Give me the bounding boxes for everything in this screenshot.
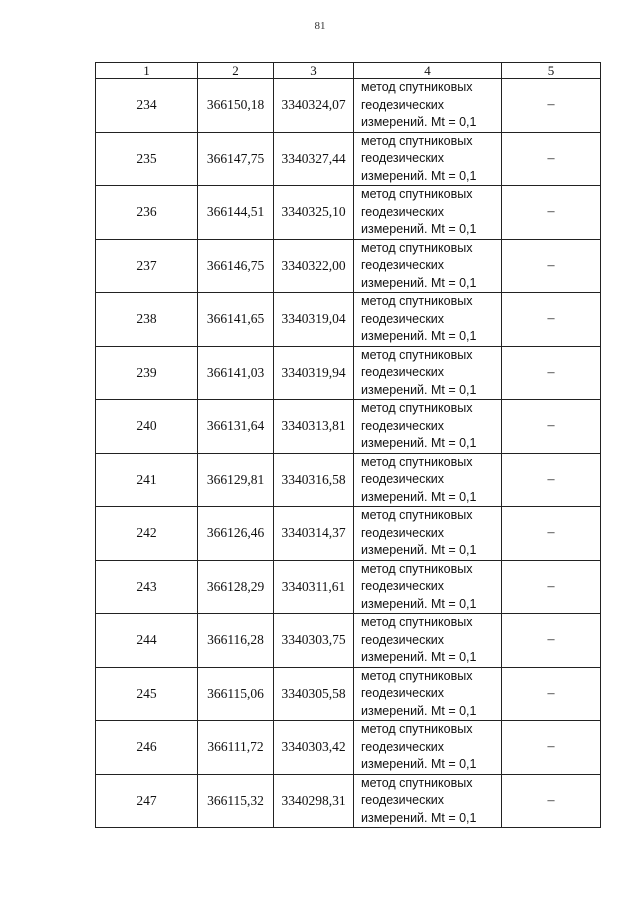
- y-coordinate-cell: 3340316,58: [274, 453, 354, 507]
- method-line: геодезических: [361, 472, 445, 486]
- method-cell: [354, 614, 502, 668]
- method-line: геодезических: [361, 579, 445, 593]
- note-cell: –: [502, 774, 601, 828]
- y-coordinate-cell: 3340319,04: [274, 293, 354, 347]
- method-line: метод спутниковых: [361, 187, 473, 201]
- note-cell: –: [502, 453, 601, 507]
- method-line: метод спутниковых: [361, 454, 473, 469]
- table-row: [96, 667, 601, 721]
- header-col-4: 4: [354, 63, 502, 79]
- method-cell: [354, 721, 502, 775]
- note-cell: –: [502, 560, 601, 614]
- method-line: метод спутниковых: [361, 133, 473, 148]
- note-cell: –: [502, 293, 601, 347]
- table-row: [96, 614, 601, 668]
- table-row: [96, 507, 601, 561]
- x-coordinate-cell: 366146,75: [198, 239, 274, 293]
- method-line: метод спутниковых: [361, 401, 473, 415]
- table-row: [96, 79, 601, 133]
- method-cell: [354, 293, 502, 347]
- x-coordinate-cell: 366141,65: [198, 293, 274, 347]
- point-number-cell: 242: [96, 507, 198, 561]
- y-coordinate-cell: 3340325,10: [274, 186, 354, 240]
- table-body: [96, 79, 601, 828]
- method-line: измерений. Mt = 0,1: [361, 596, 477, 611]
- x-coordinate-cell: 366131,64: [198, 400, 274, 454]
- point-number-cell: 241: [96, 453, 198, 507]
- note-cell: –: [502, 239, 601, 293]
- point-number-cell: 245: [96, 667, 198, 721]
- x-coordinate-cell: 366141,03: [198, 346, 274, 400]
- method-cell: [354, 132, 502, 186]
- x-coordinate-cell: 366129,81: [198, 453, 274, 507]
- point-number-cell: 238: [96, 293, 198, 347]
- method-line: геодезических: [361, 632, 445, 647]
- table-row: [96, 186, 601, 240]
- method-cell: [354, 667, 502, 721]
- y-coordinate-cell: 3340305,58: [274, 667, 354, 721]
- method-line: измерений. Mt = 0,1: [361, 275, 477, 290]
- y-coordinate-cell: 3340327,44: [274, 132, 354, 186]
- y-coordinate-cell: 3340298,31: [274, 774, 354, 828]
- note-cell: –: [502, 400, 601, 454]
- method-line: измерений. Mt = 0,1: [361, 703, 477, 718]
- point-number-cell: 240: [96, 400, 198, 454]
- method-line: геодезических: [361, 365, 445, 379]
- method-line: метод спутниковых: [361, 668, 473, 683]
- table-row: [96, 560, 601, 614]
- note-cell: –: [502, 346, 601, 400]
- method-line: геодезических: [361, 151, 445, 165]
- method-cell: [354, 400, 502, 454]
- point-number-cell: 244: [96, 614, 198, 668]
- method-line: геодезических: [361, 311, 445, 326]
- table-row: [96, 721, 601, 775]
- method-line: метод спутниковых: [361, 347, 473, 362]
- x-coordinate-cell: 366150,18: [198, 79, 274, 133]
- note-cell: –: [502, 614, 601, 668]
- method-line: измерений. Mt = 0,1: [361, 650, 477, 664]
- method-cell: [354, 507, 502, 561]
- x-coordinate-cell: 366147,75: [198, 132, 274, 186]
- point-number-cell: 246: [96, 721, 198, 775]
- x-coordinate-cell: 366116,28: [198, 614, 274, 668]
- point-number-cell: 236: [96, 186, 198, 240]
- header-row: [96, 63, 601, 79]
- method-cell: [354, 186, 502, 240]
- method-line: измерений. Mt = 0,1: [361, 222, 477, 236]
- method-cell: [354, 560, 502, 614]
- coordinates-table: [95, 62, 601, 828]
- point-number-cell: 243: [96, 560, 198, 614]
- method-cell: [354, 239, 502, 293]
- method-line: метод спутниковых: [361, 294, 473, 308]
- x-coordinate-cell: 366115,06: [198, 667, 274, 721]
- method-cell: [354, 79, 502, 133]
- header-col-1: 1: [96, 63, 198, 79]
- y-coordinate-cell: 3340303,42: [274, 721, 354, 775]
- method-cell: [354, 453, 502, 507]
- method-line: измерений. Mt = 0,1: [361, 436, 477, 450]
- point-number-cell: 235: [96, 132, 198, 186]
- method-line: геодезических: [361, 739, 445, 754]
- note-cell: –: [502, 667, 601, 721]
- note-cell: –: [502, 507, 601, 561]
- y-coordinate-cell: 3340324,07: [274, 79, 354, 133]
- method-line: метод спутниковых: [361, 508, 473, 522]
- table-row: [96, 400, 601, 454]
- method-line: измерений. Mt = 0,1: [361, 115, 477, 129]
- method-line: измерений. Mt = 0,1: [361, 757, 477, 771]
- point-number-cell: 239: [96, 346, 198, 400]
- method-line: измерений. Mt = 0,1: [361, 810, 477, 825]
- method-line: геодезических: [361, 793, 445, 807]
- note-cell: –: [502, 132, 601, 186]
- table-row: [96, 293, 601, 347]
- table-row: [96, 453, 601, 507]
- table-row: [96, 346, 601, 400]
- table-row: [96, 132, 601, 186]
- note-cell: –: [502, 186, 601, 240]
- y-coordinate-cell: 3340311,61: [274, 560, 354, 614]
- method-line: измерений. Mt = 0,1: [361, 489, 477, 504]
- method-line: метод спутниковых: [361, 80, 473, 94]
- method-line: измерений. Mt = 0,1: [361, 168, 477, 183]
- method-line: метод спутниковых: [361, 240, 473, 255]
- method-line: измерений. Mt = 0,1: [361, 382, 477, 397]
- point-number-cell: 247: [96, 774, 198, 828]
- method-line: геодезических: [361, 258, 445, 272]
- header-col-5: 5: [502, 63, 601, 79]
- y-coordinate-cell: 3340303,75: [274, 614, 354, 668]
- method-line: геодезических: [361, 686, 445, 700]
- x-coordinate-cell: 366111,72: [198, 721, 274, 775]
- method-line: геодезических: [361, 418, 445, 433]
- method-line: измерений. Mt = 0,1: [361, 543, 477, 557]
- method-cell: [354, 774, 502, 828]
- y-coordinate-cell: 3340319,94: [274, 346, 354, 400]
- y-coordinate-cell: 3340313,81: [274, 400, 354, 454]
- header-col-2: 2: [198, 63, 274, 79]
- method-line: измерений. Mt = 0,1: [361, 329, 477, 343]
- method-line: геодезических: [361, 525, 445, 540]
- y-coordinate-cell: 3340314,37: [274, 507, 354, 561]
- header-col-3: 3: [274, 63, 354, 79]
- point-number-cell: 234: [96, 79, 198, 133]
- method-line: геодезических: [361, 97, 445, 112]
- method-line: метод спутниковых: [361, 722, 473, 736]
- method-line: геодезических: [361, 204, 445, 219]
- page-number: 81: [314, 20, 326, 32]
- note-cell: –: [502, 721, 601, 775]
- x-coordinate-cell: 366144,51: [198, 186, 274, 240]
- method-line: метод спутниковых: [361, 615, 473, 629]
- x-coordinate-cell: 366115,32: [198, 774, 274, 828]
- table-header: [96, 63, 601, 79]
- table-row: [96, 239, 601, 293]
- method-cell: [354, 346, 502, 400]
- note-cell: –: [502, 79, 601, 133]
- y-coordinate-cell: 3340322,00: [274, 239, 354, 293]
- method-line: метод спутниковых: [361, 561, 473, 576]
- point-number-cell: 237: [96, 239, 198, 293]
- x-coordinate-cell: 366126,46: [198, 507, 274, 561]
- method-line: метод спутниковых: [361, 775, 473, 790]
- x-coordinate-cell: 366128,29: [198, 560, 274, 614]
- table-row: [96, 774, 601, 828]
